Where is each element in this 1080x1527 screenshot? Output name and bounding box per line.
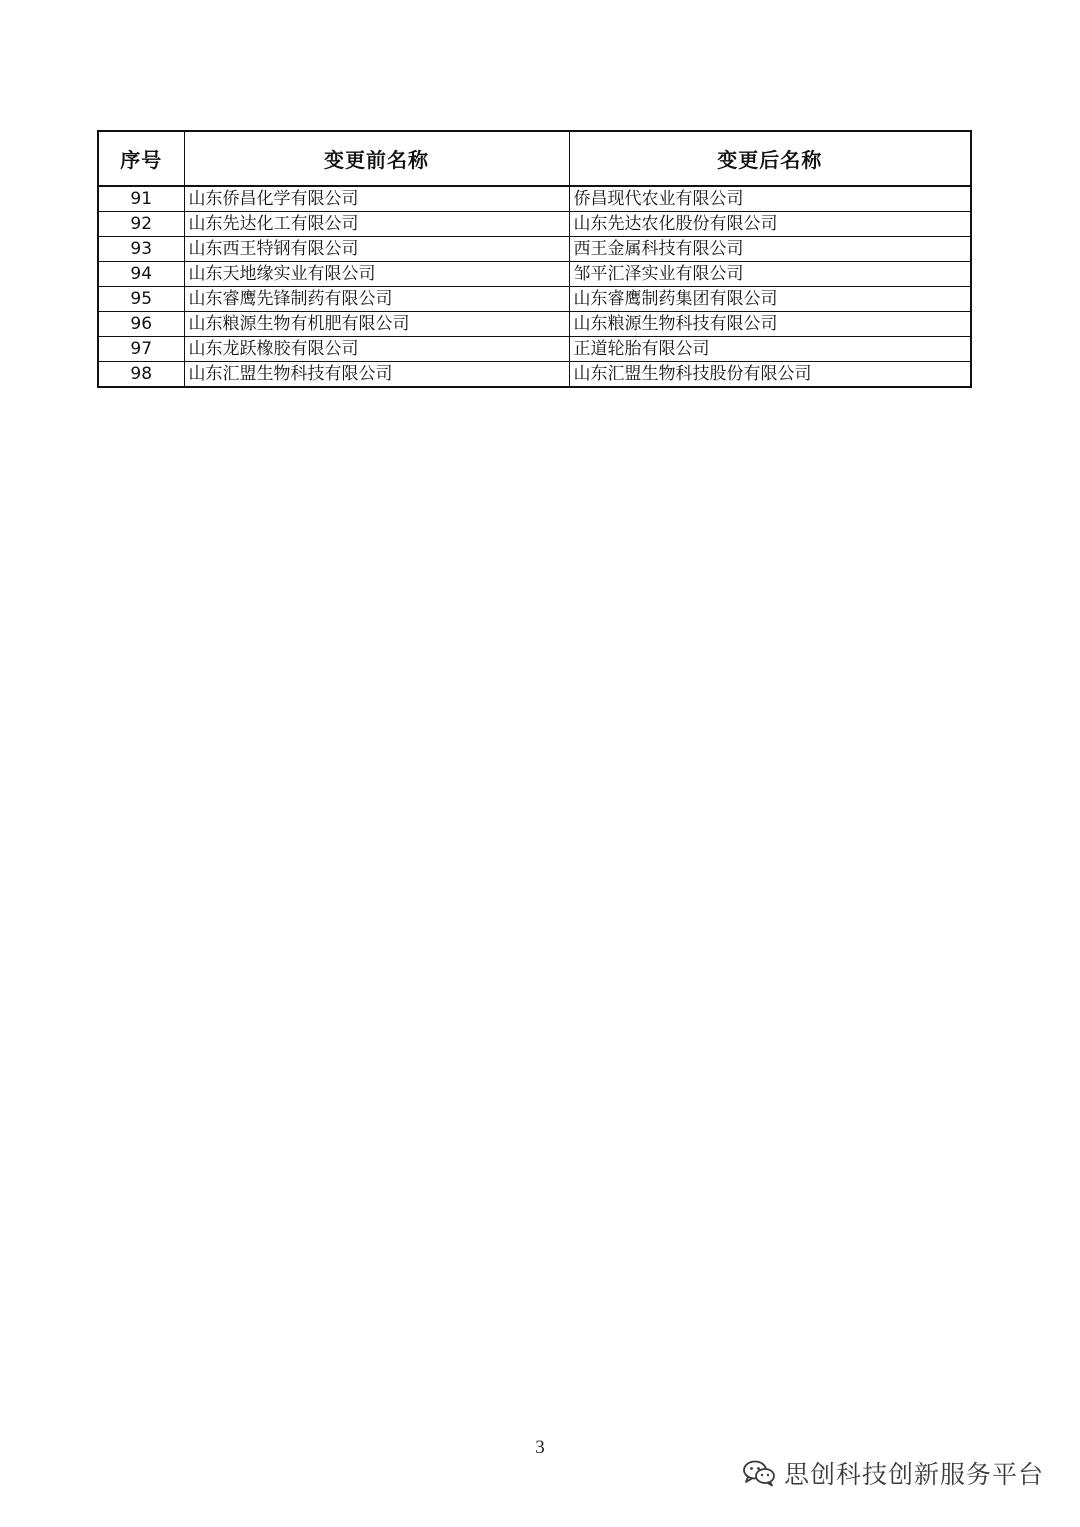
row-serial-number: 96 — [98, 312, 184, 337]
row-name-before: 山东睿鹰先锋制药有限公司 — [184, 287, 569, 312]
table-row — [98, 312, 971, 337]
row-name-before: 山东龙跃橡胶有限公司 — [184, 337, 569, 362]
row-serial-number: 93 — [98, 237, 184, 262]
row-name-before: 山东汇盟生物科技有限公司 — [184, 362, 569, 388]
table-row — [98, 212, 971, 237]
wechat-icon — [742, 1459, 776, 1487]
table-row — [98, 237, 971, 262]
header-name-before: 变更前名称 — [184, 131, 569, 186]
table-row — [98, 362, 971, 388]
row-name-after: 山东先达农化股份有限公司 — [569, 212, 971, 237]
row-serial-number: 97 — [98, 337, 184, 362]
row-name-before: 山东西王特钢有限公司 — [184, 237, 569, 262]
row-name-after: 西王金属科技有限公司 — [569, 237, 971, 262]
row-name-after: 侨昌现代农业有限公司 — [569, 186, 971, 212]
company-rename-table — [97, 130, 972, 388]
row-name-after: 正道轮胎有限公司 — [569, 337, 971, 362]
row-name-before: 山东侨昌化学有限公司 — [184, 186, 569, 212]
page-number: 3 — [535, 1437, 545, 1458]
table-row — [98, 337, 971, 362]
row-serial-number: 92 — [98, 212, 184, 237]
row-name-after: 山东粮源生物科技有限公司 — [569, 312, 971, 337]
table-row — [98, 287, 971, 312]
row-name-before: 山东先达化工有限公司 — [184, 212, 569, 237]
header-serial-number: 序号 — [98, 131, 184, 186]
header-name-after: 变更后名称 — [569, 131, 971, 186]
row-name-after: 邹平汇泽实业有限公司 — [569, 262, 971, 287]
wechat-watermark — [742, 1455, 1044, 1491]
table-header-row — [98, 131, 971, 186]
table-row — [98, 262, 971, 287]
row-name-after: 山东汇盟生物科技股份有限公司 — [569, 362, 971, 388]
row-name-before: 山东粮源生物有机肥有限公司 — [184, 312, 569, 337]
row-serial-number: 98 — [98, 362, 184, 388]
table-row — [98, 186, 971, 212]
row-serial-number: 94 — [98, 262, 184, 287]
row-serial-number: 91 — [98, 186, 184, 212]
row-name-before: 山东天地缘实业有限公司 — [184, 262, 569, 287]
row-serial-number: 95 — [98, 287, 184, 312]
watermark-text: 思创科技创新服务平台 — [783, 1460, 1044, 1489]
row-name-after: 山东睿鹰制药集团有限公司 — [569, 287, 971, 312]
